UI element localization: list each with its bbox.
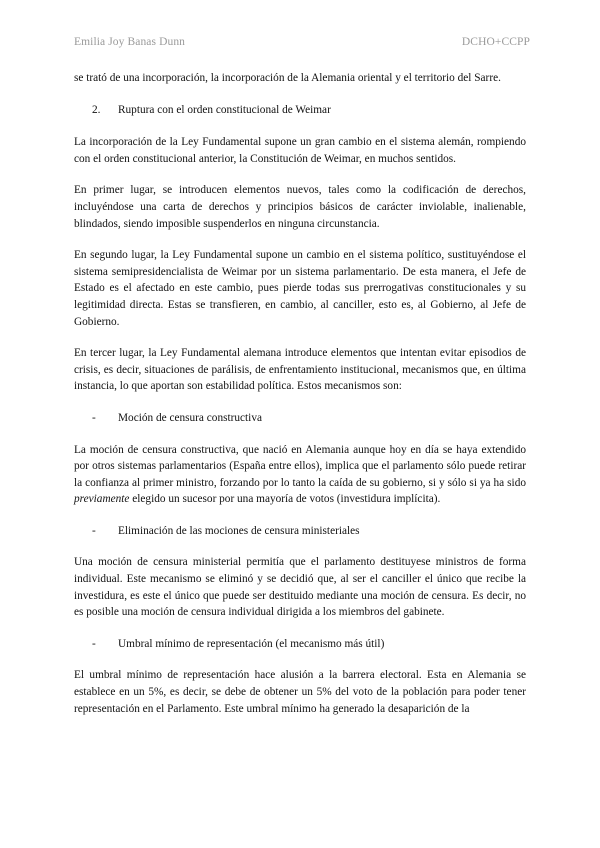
paragraph-threshold: El umbral mínimo de representación hace alusión a la barrera electoral. Esta en Alemania se establece en un 5%, es decir, se debe de obtener un 5% del voto de la población para poder tener representación en el Parlamento. Este umbral mínimo ha generado la desaparición de la [74,669,526,715]
bullet-dash: - [92,637,96,650]
paragraph-censure-motion [74,442,526,508]
page-header [74,36,530,48]
paragraph-continuation: se trató de una incorporación, la incorporación de la Alemania oriental y el territorio del Sarre. [74,72,501,84]
list-item [74,410,526,427]
list-item [74,523,526,540]
header-course: DCHO+CCPP [461,36,530,48]
text-run: elegido un sucesor por una mayoría de votos (investidura implícita). [132,493,441,506]
section-heading [74,102,526,119]
paragraph-third-point: En tercer lugar, la Ley Fundamental alemana introduce elementos que intentan evitar episodios de crisis, es decir, situaciones de parálisis, de enfrentamiento institucional, mecanismos que, en última instancia, lo que aportan son estabilidad política. Estos mecanismos son: [74,347,526,393]
text-run: La moción de censura constructiva, que nació en Alemania aunque hoy en día se haya extendido por otros sistemas parlamentarios (España entre ellos), implica que el parlamento sólo puede retirar la confianza al primer ministro, forzando por lo tanto la caída de su gobierno, si y sólo si ya ha sido [74,443,526,489]
italic-word: previamente [74,493,130,506]
paragraph-ministerial-motions: Una moción de censura ministerial permitía que el parlamento destituyese ministros de forma individual. Este mecanismo se eliminó y se decidió que, al ser el canciller el único que recibe la investidura, es este el único que puede ser destituido mediante una moción de censura. Es decir, no es posible una moción de censura individual dirigida a los miembros del gabinete. [74,556,526,619]
page-body [74,70,526,732]
section-number: 2. [92,103,101,116]
list-item [74,636,526,653]
section-title: Ruptura con el orden constitucional de Weimar [118,103,331,116]
list-item-label: Eliminación de las mociones de censura ministeriales [118,524,360,537]
paragraph-intro: La incorporación de la Ley Fundamental supone un gran cambio en el sistema alemán, rompiendo con el orden constitucional anterior, la Constitución de Weimar, en muchos sentidos. [74,136,526,165]
paragraph-first-point: En primer lugar, se introducen elementos nuevos, tales como la codificación de derechos, incluyéndose una carta de derechos y principios básicos de carácter inviolable, inalienable, blindados, siendo imposible suspenderlos en ninguna circunstancia. [74,184,526,230]
paragraph-second-point: En segundo lugar, la Ley Fundamental supone un cambio en el sistema político, sustituyéndose el sistema semipresidencialista de Weimar por un sistema parlamentario. De esta manera, el Jefe de Estado es el afectado en este cambio, pues pierde todas sus prerrogativas constitucionales y su legitimidad directa. Estas se transfieren, en cambio, al canciller, esto es, al Gobierno, al Jefe de Gobierno. [74,249,526,328]
bullet-dash: - [92,411,96,424]
list-item-label: Umbral mínimo de representación (el mecanismo más útil) [118,637,385,650]
header-author: Emilia Joy Banas Dunn [74,36,186,48]
list-item-label: Moción de censura constructiva [118,411,262,424]
bullet-dash: - [92,524,96,537]
